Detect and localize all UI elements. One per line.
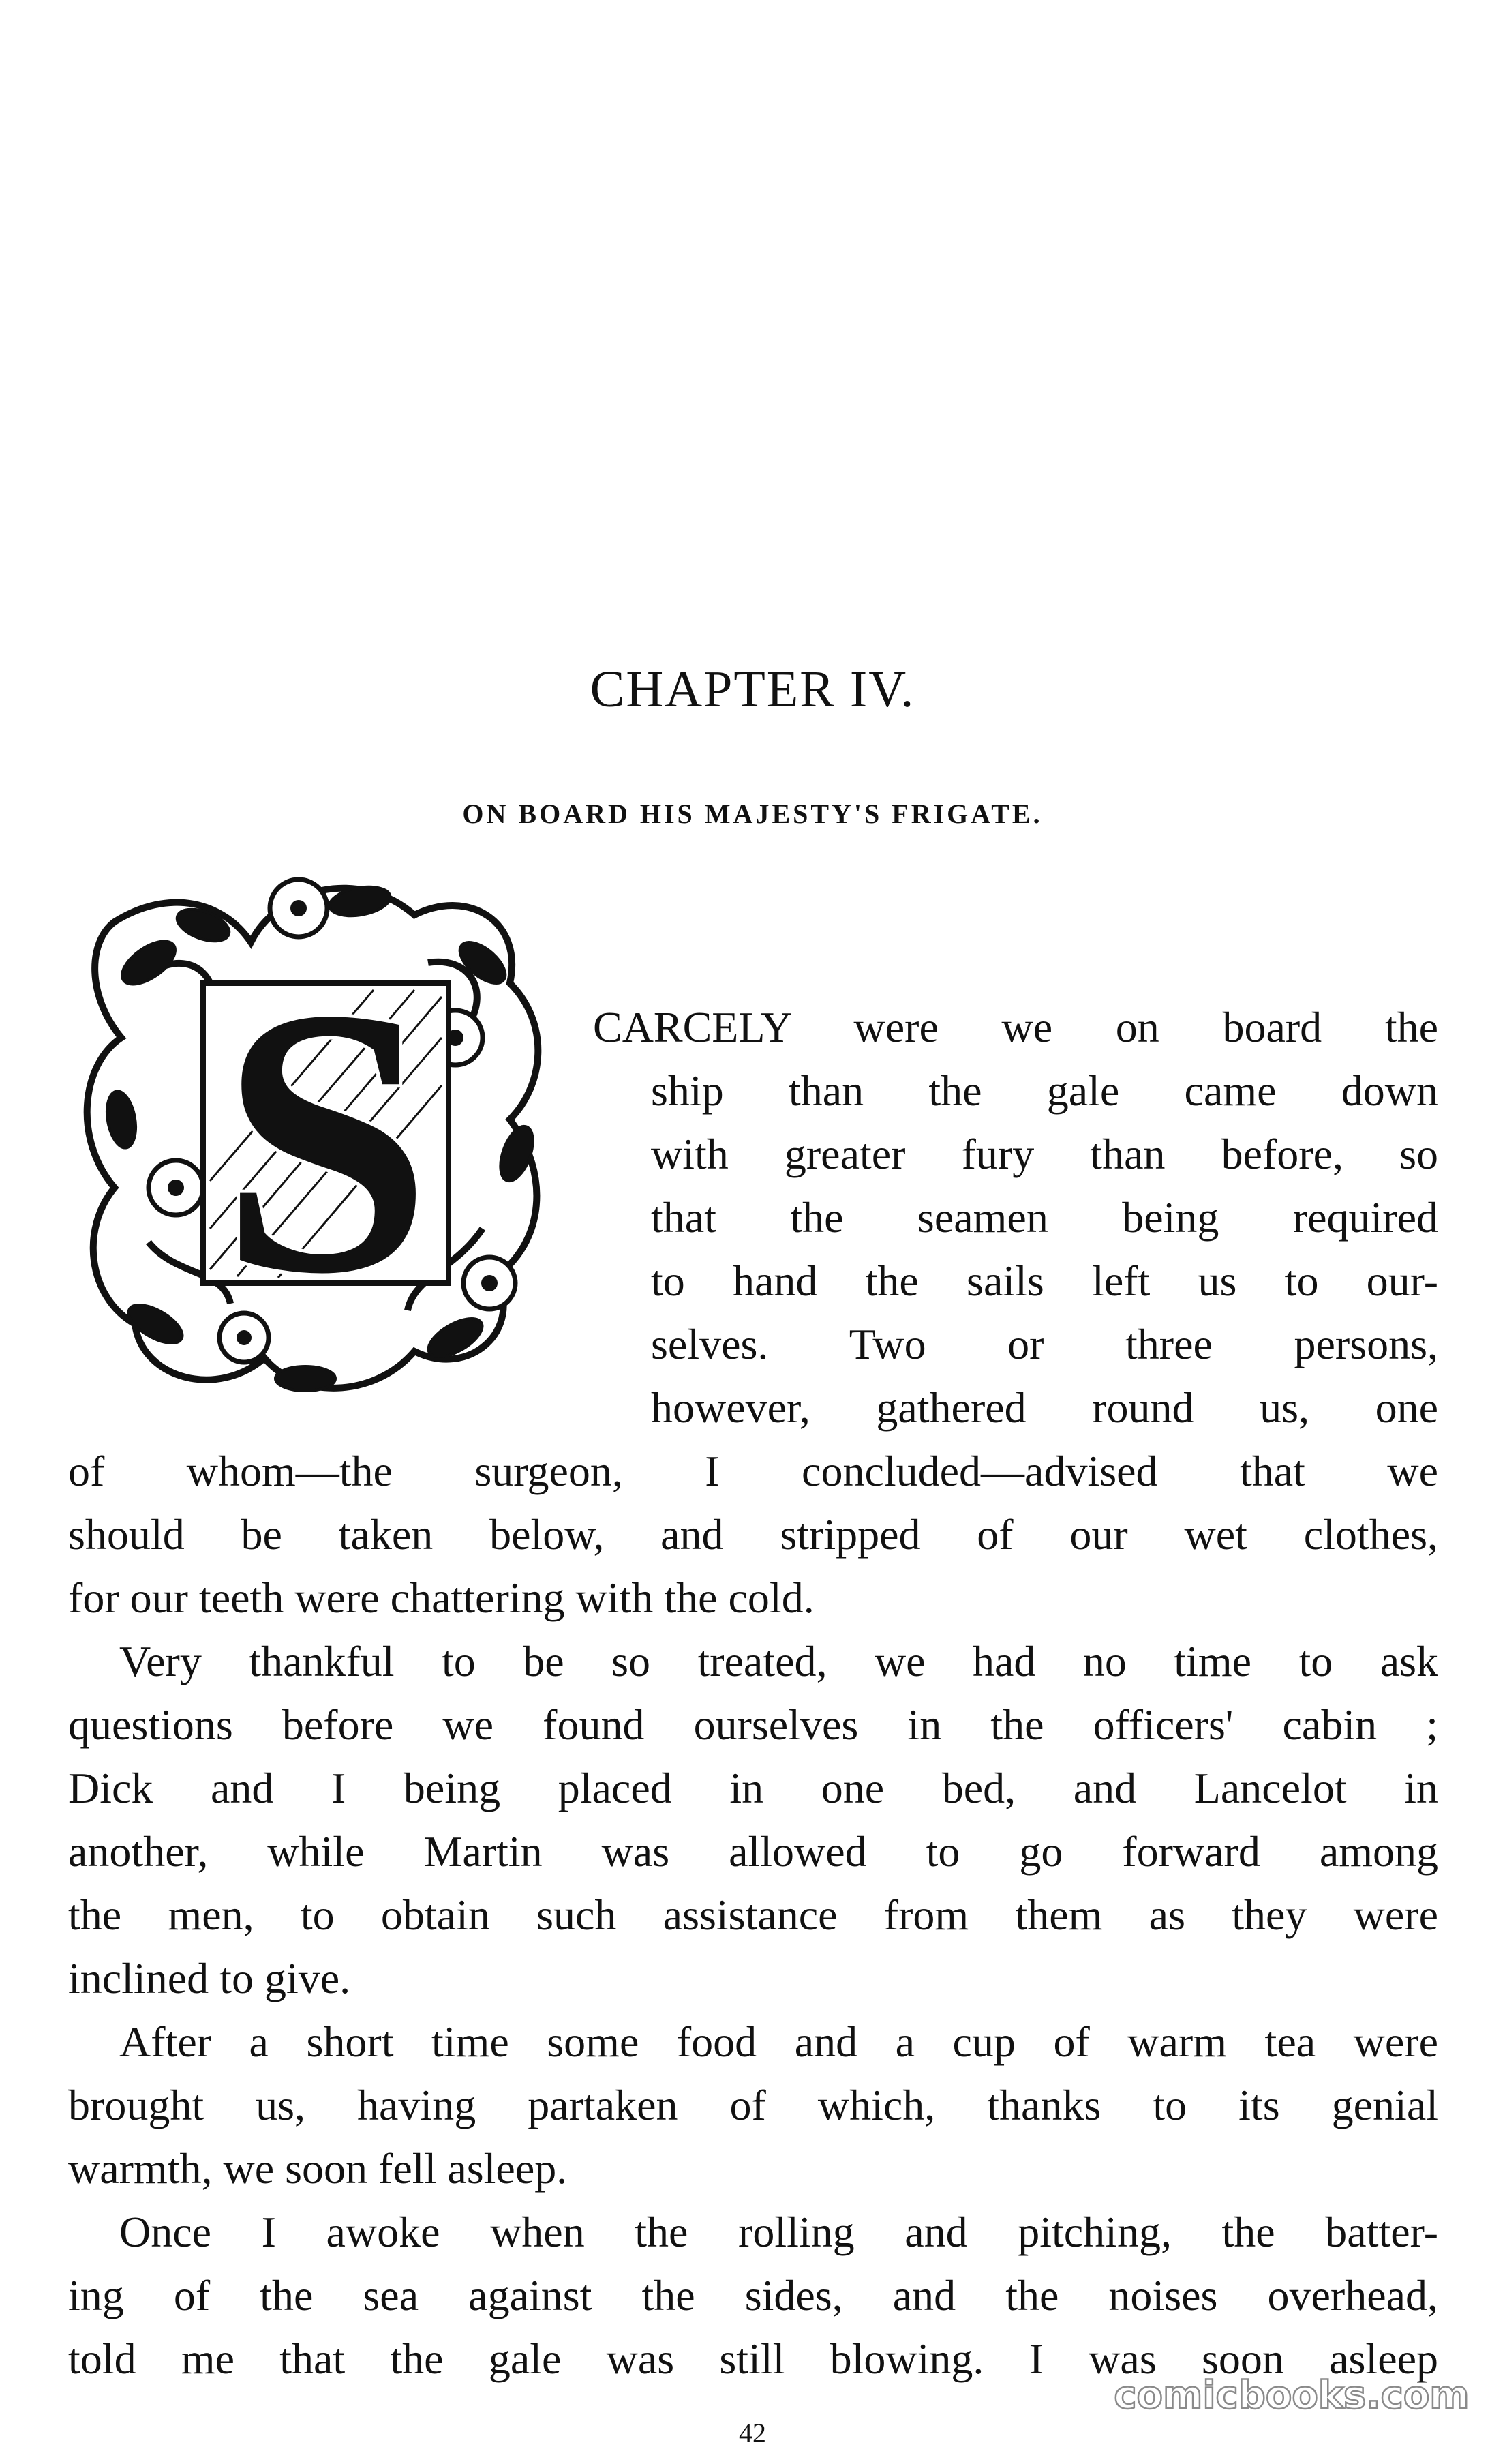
text-line: to hand the sails left us to our-: [651, 1257, 1438, 1305]
chapter-subtitle: ON BOARD HIS MAJESTY'S FRIGATE.: [462, 798, 1043, 829]
text-line: Dick and I being placed in one bed, and Lancelot in: [68, 1764, 1438, 1812]
text-line: selves. Two or three persons,: [651, 1320, 1438, 1368]
text-line: inclined to give.: [68, 1954, 351, 2002]
text-line: questions before we found ourselves in the officers' cabin ;: [68, 1700, 1438, 1749]
text-line: with greater fury than before, so: [651, 1130, 1438, 1178]
decorated-initial-s: [74, 860, 564, 1406]
watermark-text: comicbooks.com: [1114, 2373, 1470, 2418]
chapter-title: CHAPTER IV.: [590, 661, 915, 718]
text-line: Very thankful to be so treated, we had no time to ask: [119, 1637, 1438, 1685]
text-line: Once I awoke when the rolling and pitching, the batter-: [119, 2208, 1438, 2256]
text-line: however, gathered round us, one: [651, 1383, 1438, 1432]
text-line: of whom—the surgeon, I concluded—advised that we: [68, 1447, 1438, 1495]
text-line: brought us, having partaken of which, thanks to its genial: [68, 2081, 1438, 2129]
text-line: another, while Martin was allowed to go forward among: [68, 1827, 1438, 1876]
text-line: ship than the gale came down: [651, 1066, 1438, 1115]
text-line: should be taken below, and stripped of our wet clothes,: [68, 1510, 1438, 1559]
text-line: that the seamen being required: [651, 1193, 1438, 1242]
text-line: warmth, we soon fell asleep.: [68, 2144, 568, 2193]
text-line: told me that the gale was still blowing. I was soon asleep: [68, 2334, 1438, 2383]
text-line: After a short time some food and a cup of warm tea were: [119, 2017, 1438, 2066]
text-line: the men, to obtain such assistance from them as they were: [68, 1891, 1438, 1939]
text-line: CARCELY were we on board the: [593, 1003, 1438, 1051]
drop-cap-letter: S: [219, 930, 432, 1353]
watermark-logo: [1101, 2371, 1483, 2419]
page-number: 42: [739, 2418, 766, 2448]
text-line: ing of the sea against the sides, and the noises overhead,: [68, 2271, 1438, 2319]
text-line: for our teeth were chattering with the cold.: [68, 1574, 815, 1622]
